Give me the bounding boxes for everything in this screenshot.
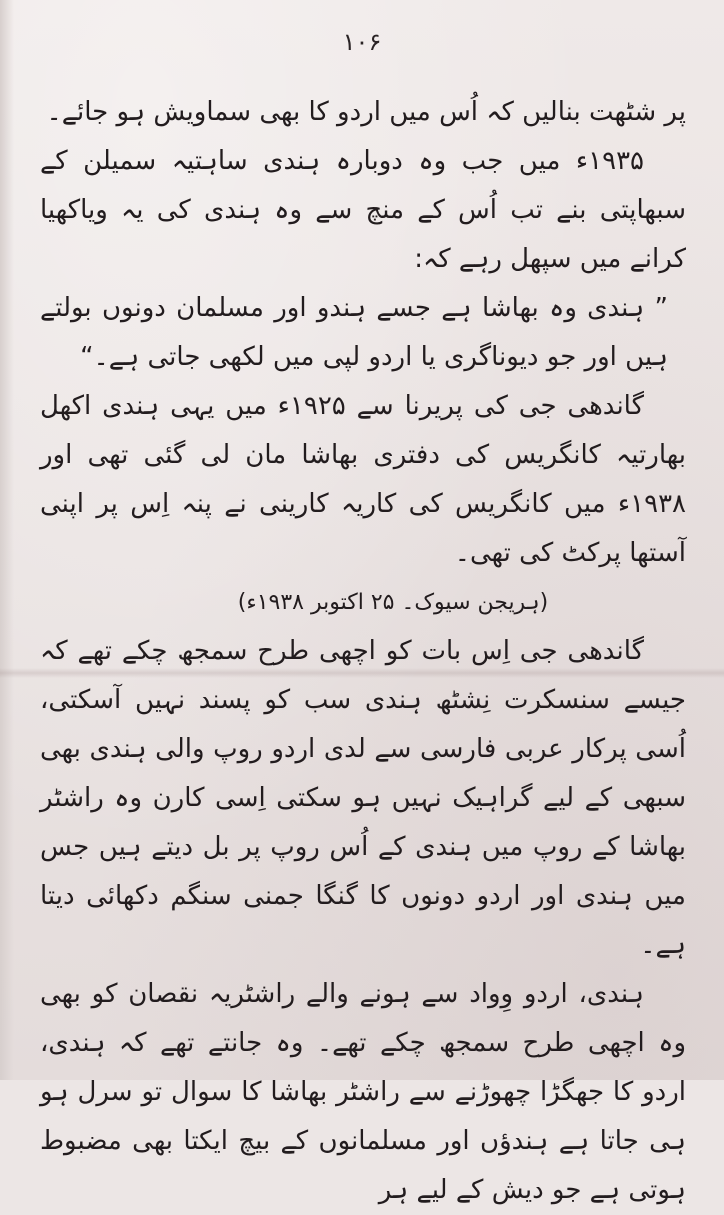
page-number: ۱۰۶ xyxy=(342,28,382,56)
paragraph-continuation: پر شٹھت بنالیں کہ اُس میں اردو کا بھی سماویش ہو جائے۔ xyxy=(46,97,686,127)
paragraph-congress-official-language: گاندھی جی کی پریرنا سے ۱۹۲۵ء میں یہی ہندی اکھل بھارتیہ کانگریس کی دفتری بھاشا مان لی گئی تھی اور ۱۹۳۸ء میں کانگریس کی کاریہ کارینی نے پنہ اِس پر اپنی آستھا پرکٹ کی تھی۔ xyxy=(40,391,686,568)
citation-harijan-sevak: (ہریجن سیوک۔ ۲۵ اکتوبر ۱۹۳۸ء) xyxy=(237,590,549,615)
paragraph-hindi-definition-quote: ” ہندی وہ بھاشا ہے جسے ہندو اور مسلمان دونوں بولتے ہیں اور جو دیوناگری یا اردو لپی میں لکھی جاتی ہے۔“ xyxy=(40,293,668,372)
paragraph-sanskrit-persian: گاندھی جی اِس بات کو اچھی طرح سمجھ چکے تھے کہ جیسے سنسکرت نِشٹھ ہندی سب کو پسند نہیں آسکتی، اُسی پرکار عربی فارسی سے لدی اردو روپ والی ہندی بھی سبھی کے لیے گراہیک نہیں ہو سکتی اِسی کارن وہ راشٹر بھاشا کے روپ میں ہندی کے اُس روپ پر بل دیتے ہیں جس میں ہندی اور اردو دونوں کا گنگا جمنی سنگم دکھائی دیتا ہے۔ xyxy=(40,636,686,960)
paragraph-1935-sammelan: ۱۹۳۵ء میں جب وہ دوبارہ ہندی ساہتیہ سمیلن کے سبھاپتی بنے تب اُس کے منچ سے وہ ہندی کی یہ ویاکھیا کرانے میں سپھل رہے کہ: xyxy=(40,146,686,274)
paragraph-national-loss: ہندی، اردو وِواد سے ہونے والے راشٹریہ نقصان کو بھی وہ اچھی طرح سمجھ چکے تھے۔ وہ جانتے تھے کہ ہندی، اردو کا جھگڑا چھوڑنے سے راشٹر بھاشا کا سوال تو سرل ہو ہی جاتا ہے ہندؤں اور مسلمانوں کے بیچ ایکتا بھی مضبوط ہوتی ہے جو دیش کے لیے ہر xyxy=(40,979,686,1205)
body-text xyxy=(40,88,686,1215)
page-binding-shadow xyxy=(0,0,14,1080)
